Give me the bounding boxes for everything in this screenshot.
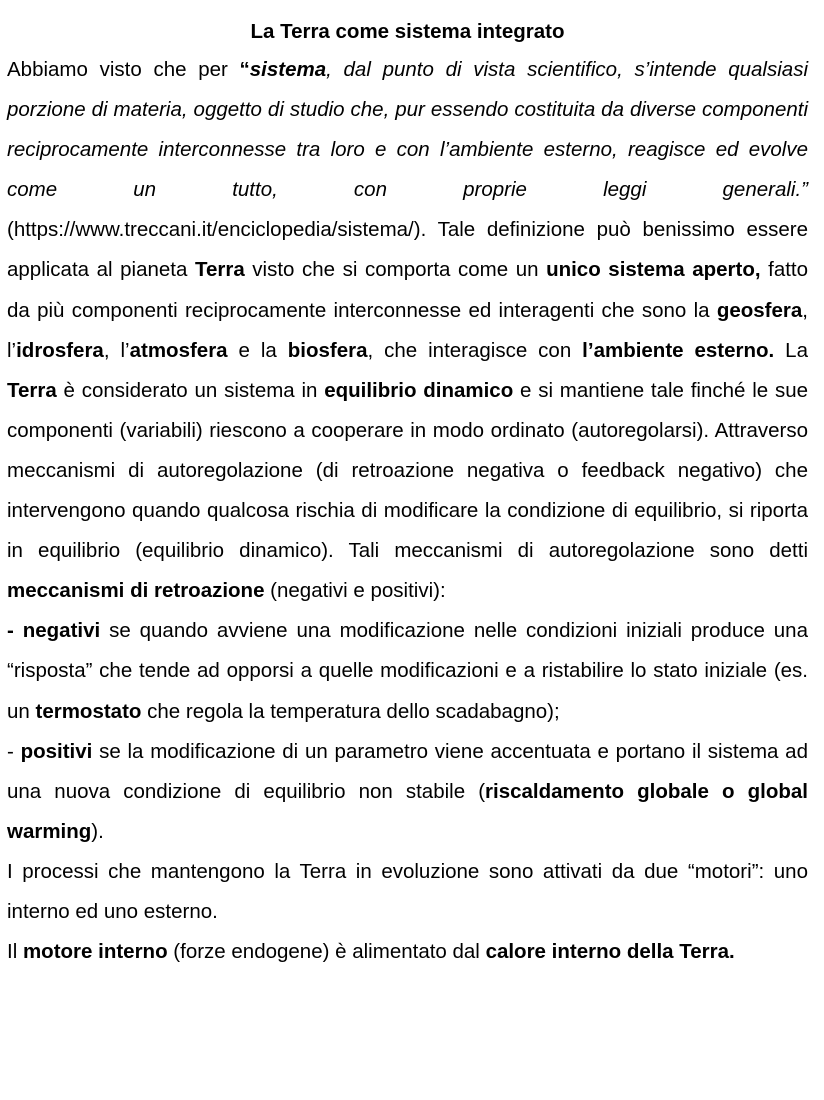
term-ambiente-esterno: l’ambiente esterno.	[582, 338, 775, 362]
paragraph-motori	[7, 852, 808, 932]
text-run: , che interagisce con	[367, 338, 583, 362]
term-geosfera: geosfera	[716, 298, 803, 322]
text-run: se quando avviene una modificazione nelle condizioni iniziali produce una “risposta” che tende ad opporsi a quelle modificazioni e a ristabilire lo stato iniziale (es. un	[7, 619, 808, 723]
term-positivi: positivi	[20, 739, 93, 763]
term-equilibrio-dinamico: equilibrio dinamico	[324, 378, 514, 402]
document-title: La Terra come sistema integrato	[250, 20, 565, 43]
text-run: ).	[91, 819, 104, 843]
text-run: fatto da più componenti reciprocamente interconnesse ed interagenti che sono la	[7, 258, 809, 322]
text-run: , l’	[103, 338, 130, 362]
text-run: La	[774, 338, 808, 362]
text-run: Abbiamo visto che per	[7, 58, 240, 81]
term-sistema: sistema	[249, 58, 327, 81]
text-run: (https://www.treccani.it/enciclopedia/sistema/). Tale definizione può benissimo essere applicata al pianeta	[7, 218, 808, 282]
text-run: visto che si comporta come un	[244, 258, 547, 282]
paragraph-positive-feedback	[7, 732, 808, 852]
term-termostato: termostato	[35, 699, 142, 723]
term-atmosfera: atmosfera	[129, 338, 228, 362]
paragraph-negative-feedback	[7, 611, 808, 731]
text-run: I processi che mantengono la Terra in evoluzione sono attivati da due “motori”: uno interno ed uno esterno.	[7, 859, 808, 923]
term-terra: Terra	[7, 378, 57, 402]
text-run: è considerato un sistema in	[56, 378, 325, 402]
term-idrosfera: idrosfera	[16, 338, 104, 362]
term-biosfera: biosfera	[287, 338, 368, 362]
text-run: Il	[7, 940, 23, 964]
term-motore-interno: motore interno	[22, 940, 168, 964]
term-negativi: - negativi	[7, 619, 101, 643]
text-run: -	[7, 739, 21, 763]
quoted-definition: , dal punto di vista scientifico, s’intende qualsiasi porzione di materia, oggetto di studio che, pur essendo costituita da diverse componenti reciprocamente interconnesse tra loro e con l’ambiente esterno, reagisce ed evolve come un tutto, con proprie leggi generali.”	[7, 58, 808, 202]
text-run: e si mantiene tale finché le sue componenti (variabili) riescono a cooperare in modo ordinato (autoregolarsi). Attraverso meccanismi di autoregolazione (di retroazione negativa o feedback negativo) che intervengono quando qualcosa rischia di modificare la condizione di equilibrio, si riporta in equilibrio (equilibrio dinamico). Tali meccanismi di autoregolazione sono detti	[7, 378, 809, 563]
term-meccanismi-di-retroazione: meccanismi di retroazione	[7, 579, 265, 603]
text-run: che regola la temperatura dello scadabagno);	[141, 699, 560, 723]
term-terra: Terra	[194, 258, 245, 282]
text-run: se la modificazione di un parametro viene accentuata e portano il sistema ad una nuova condizione di equilibrio non stabile (	[7, 739, 808, 803]
paragraph-motore-interno	[7, 932, 808, 972]
term-calore-interno-della-terra: calore interno della Terra.	[485, 940, 735, 964]
text-run: (negativi e positivi):	[264, 579, 446, 603]
text-run: , l’	[7, 298, 808, 362]
text-run: e la	[227, 338, 288, 362]
term-riscaldamento-globale: riscaldamento globale o global warming	[7, 779, 808, 843]
open-quote: “	[239, 58, 250, 81]
paragraph-system-definition	[7, 50, 808, 611]
term-unico-sistema-aperto: unico sistema aperto,	[546, 258, 761, 282]
text-run: (forze endogene) è alimentato dal	[167, 940, 486, 964]
